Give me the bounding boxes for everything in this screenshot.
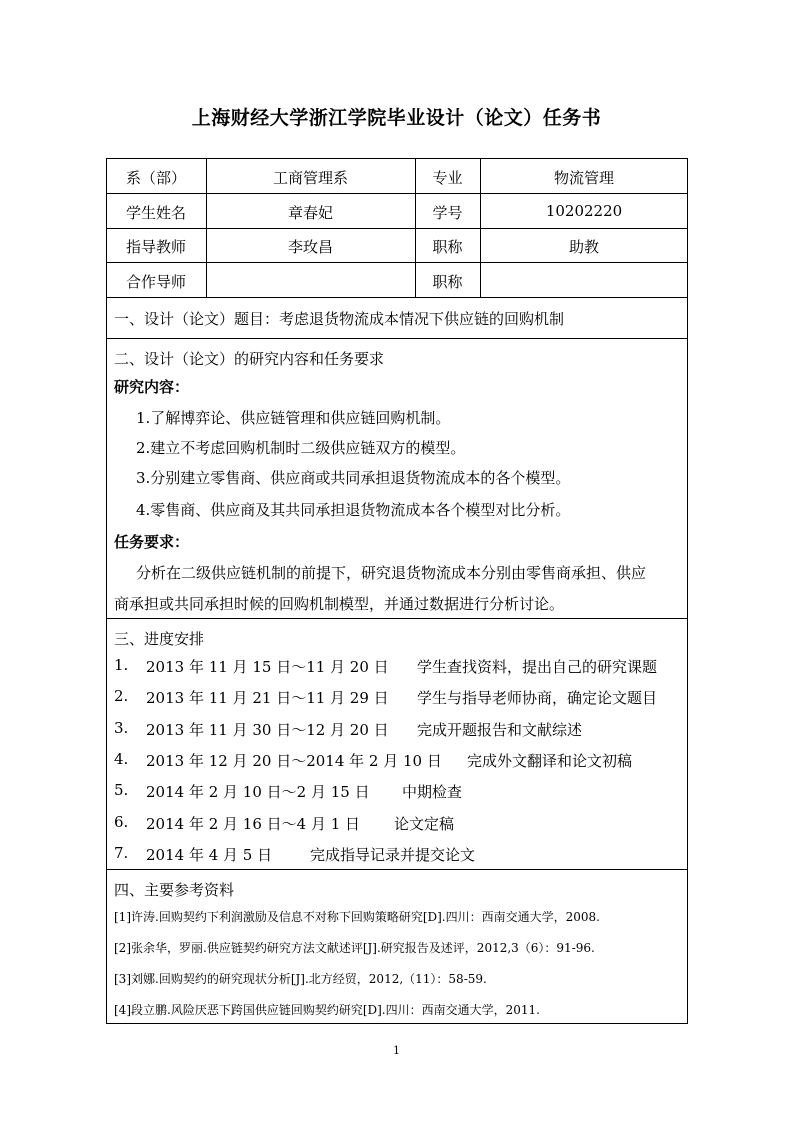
- student-id-value: 10202220: [545, 202, 623, 220]
- schedule-task: 完成开题报告和文献综述: [417, 721, 583, 739]
- schedule-num: 2.: [114, 687, 129, 705]
- co-title-label: 职称: [432, 273, 463, 291]
- schedule-date: 2013 年 12 月 20 日～2014 年 2 月 10 日: [146, 752, 442, 770]
- schedule-num: 5.: [114, 781, 129, 799]
- schedule-task: 中期检查: [402, 783, 463, 801]
- schedule-date: 2014 年 4 月 5 日: [146, 846, 273, 864]
- schedule-date: 2014 年 2 月 16 日～4 月 1 日: [146, 815, 361, 833]
- major-label: 专业: [432, 169, 463, 187]
- schedule-num: 1.: [114, 656, 129, 674]
- schedule-task: 完成外文翻译和论文初稿: [467, 752, 633, 770]
- advisor-label: 指导教师: [125, 238, 186, 256]
- reference-item: [4]段立鹏.风险厌恶下跨国供应链回购契约研究[D].四川：西南交通大学，2011.: [114, 1003, 540, 1017]
- schedule-task: 完成指导记录并提交论文: [310, 846, 476, 864]
- reference-item: [3]刘娜.回购契约的研究现状分析[J].北方经贸，2012,（11）：58-59.: [114, 972, 487, 986]
- schedule-date: 2013 年 11 月 21 日～11 月 29 日: [146, 689, 389, 707]
- research-item: 4.零售商、供应商及其共同承担退货物流成本各个模型对比分析。: [136, 501, 571, 519]
- page-number: 1: [393, 1044, 400, 1057]
- schedule-num: 6.: [114, 813, 129, 831]
- research-item: 1.了解博弈论、供应链管理和供应链回购机制。: [136, 409, 451, 427]
- student-id-label: 学号: [432, 204, 463, 222]
- row-divider: [106, 338, 688, 339]
- schedule-task: 论文定稿: [394, 815, 455, 833]
- schedule-num: 7.: [114, 844, 129, 862]
- dept-value: 工商管理系: [272, 169, 348, 187]
- row-divider: [106, 262, 688, 263]
- research-item: 2.建立不考虑回购机制时二级供应链双方的模型。: [136, 439, 466, 457]
- document-title: 上海财经大学浙江学院毕业设计（论文）任务书: [191, 107, 602, 129]
- schedule-date: 2014 年 2 月 10 日～2 月 15 日: [146, 783, 370, 801]
- row-divider: [106, 297, 688, 298]
- schedule-date: 2013 年 11 月 15 日～11 月 20 日: [146, 658, 389, 676]
- reference-item: [1]许涛.回购契约下利润激励及信息不对称下回购策略研究[D].四川：西南交通大学，2008.: [114, 910, 600, 924]
- row-divider: [106, 618, 688, 619]
- schedule-num: 4.: [114, 750, 129, 768]
- task-requirement-label: 任务要求：: [114, 533, 190, 551]
- major-value: 物流管理: [553, 169, 614, 187]
- research-heading: 二、设计（论文）的研究内容和任务要求: [114, 350, 385, 368]
- research-item: 3.分别建立零售商、供应商或共同承担退货物流成本的各个模型。: [136, 469, 571, 487]
- schedule-task: 学生查找资料，提出自己的研究课题: [417, 658, 658, 676]
- advisor-title-label: 职称: [432, 238, 463, 256]
- student-value: 章春妃: [287, 204, 333, 222]
- co-advisor-label: 合作导师: [125, 273, 186, 291]
- task-requirement-text: 商承担或共同承担时候的回购机制模型，并通过数据进行分析讨论。: [114, 595, 565, 613]
- schedule-heading: 三、进度安排: [114, 630, 205, 648]
- advisor-title-value: 助教: [568, 238, 599, 256]
- row-divider: [106, 869, 688, 870]
- task-requirement-text: 分析在二级供应链机制的前提下，研究退货物流成本分别由零售商承担、供应: [136, 564, 647, 582]
- topic-line: 一、设计（论文）题目：考虑退货物流成本情况下供应链的回购机制: [114, 310, 565, 328]
- advisor-value: 李玫昌: [287, 238, 333, 256]
- references-heading: 四、主要参考资料: [114, 881, 235, 899]
- reference-item: [2]张余华，罗丽.供应链契约研究方法文献述评[J].研究报告及述评，2012,3（6）：91-96.: [114, 941, 595, 955]
- row-divider: [106, 228, 688, 229]
- dept-label: 系（部）: [125, 169, 186, 187]
- schedule-task: 学生与指导老师协商，确定论文题目: [417, 689, 658, 707]
- student-label: 学生姓名: [125, 204, 186, 222]
- schedule-date: 2013 年 11 月 30 日～12 月 20 日: [146, 721, 389, 739]
- research-content-label: 研究内容：: [114, 378, 190, 396]
- schedule-num: 3.: [114, 719, 129, 737]
- row-divider: [106, 193, 688, 194]
